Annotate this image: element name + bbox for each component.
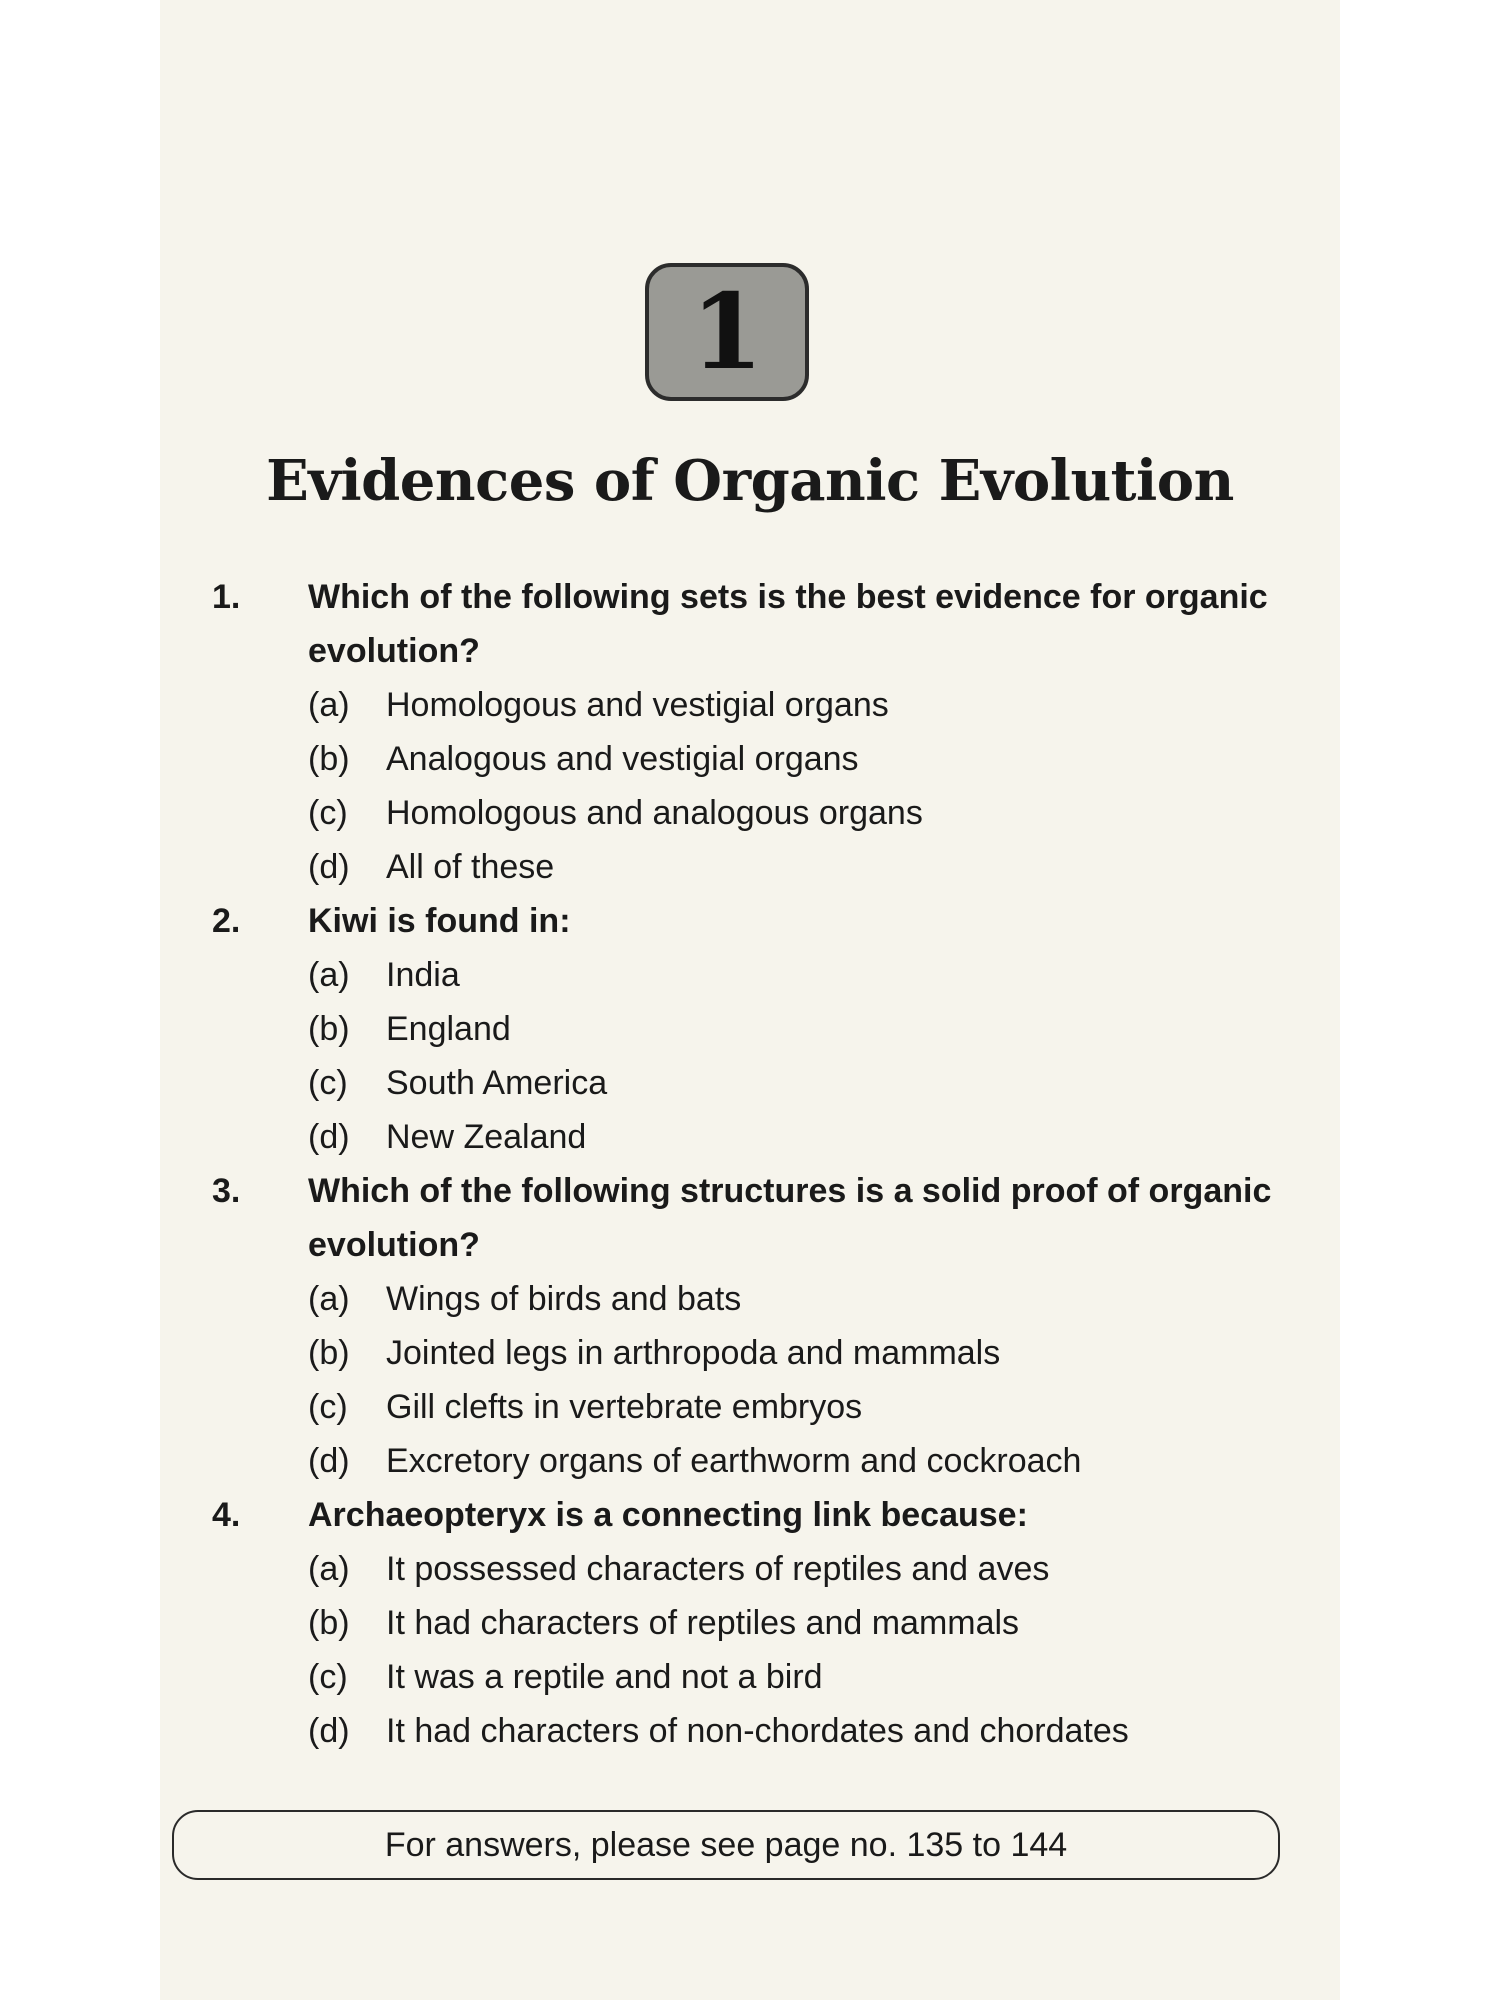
answers-reference-box xyxy=(172,1810,1280,1880)
option-letter: (b) xyxy=(308,1010,350,1048)
question-2 xyxy=(212,894,1312,1164)
option-b xyxy=(308,1596,1312,1650)
option-d xyxy=(308,1704,1312,1758)
option-a xyxy=(308,678,1312,732)
option-letter: (c) xyxy=(308,794,348,832)
option-a xyxy=(308,1272,1312,1326)
chapter-number-badge xyxy=(645,263,809,401)
option-d xyxy=(308,1110,1312,1164)
option-text: Excretory organs of earthworm and cockroach xyxy=(386,1442,1082,1480)
question-number: 4. xyxy=(212,1496,241,1534)
option-letter: (a) xyxy=(308,1280,350,1318)
option-list xyxy=(308,678,1312,894)
option-letter: (b) xyxy=(308,1334,350,1372)
option-letter: (a) xyxy=(308,686,350,724)
option-text: Jointed legs in arthropoda and mammals xyxy=(386,1334,1001,1372)
option-text: Wings of birds and bats xyxy=(386,1280,742,1318)
option-letter: (c) xyxy=(308,1658,348,1696)
option-letter: (a) xyxy=(308,1550,350,1588)
option-letter: (d) xyxy=(308,1442,350,1480)
option-b xyxy=(308,1326,1312,1380)
option-letter: (d) xyxy=(308,1712,350,1750)
answers-note: For answers, please see page no. 135 to 144 xyxy=(384,1825,1068,1864)
option-letter: (c) xyxy=(308,1388,348,1426)
option-c xyxy=(308,1056,1312,1110)
option-letter: (d) xyxy=(308,848,350,886)
option-a xyxy=(308,948,1312,1002)
option-b xyxy=(308,732,1312,786)
option-d xyxy=(308,840,1312,894)
question-list xyxy=(212,570,1312,1758)
chapter-title: Evidences of Organic Evolution xyxy=(266,448,1234,514)
option-a xyxy=(308,1542,1312,1596)
option-letter: (a) xyxy=(308,956,350,994)
option-text: Homologous and vestigial organs xyxy=(386,686,889,724)
chapter-number: 1 xyxy=(690,270,764,393)
question-number: 1. xyxy=(212,578,241,616)
option-letter: (b) xyxy=(308,740,350,778)
option-c xyxy=(308,786,1312,840)
option-list xyxy=(308,948,1312,1164)
option-letter: (d) xyxy=(308,1118,350,1156)
option-d xyxy=(308,1434,1312,1488)
option-text: It had characters of reptiles and mammals xyxy=(386,1604,1020,1642)
option-c xyxy=(308,1380,1312,1434)
option-text: It was a reptile and not a bird xyxy=(386,1658,823,1696)
option-text: South America xyxy=(386,1064,608,1102)
question-number: 3. xyxy=(212,1172,241,1210)
option-text: England xyxy=(386,1010,511,1048)
option-text: India xyxy=(386,956,460,994)
option-b xyxy=(308,1002,1312,1056)
question-text: Kiwi is found in: xyxy=(308,902,571,940)
question-3 xyxy=(212,1164,1312,1488)
question-1 xyxy=(212,570,1312,894)
option-letter: (b) xyxy=(308,1604,350,1642)
question-text: Which of the following structures is a solid proof of organic evolution? xyxy=(308,1172,1272,1264)
question-text: Which of the following sets is the best evidence for organic evolution? xyxy=(308,578,1268,670)
option-text: It possessed characters of reptiles and aves xyxy=(386,1550,1050,1588)
question-number: 2. xyxy=(212,902,241,940)
option-list xyxy=(308,1542,1312,1758)
question-text: Archaeopteryx is a connecting link because: xyxy=(308,1496,1028,1534)
question-4 xyxy=(212,1488,1312,1758)
option-text: All of these xyxy=(386,848,555,886)
option-text: It had characters of non-chordates and chordates xyxy=(386,1712,1129,1750)
option-text: Gill clefts in vertebrate embryos xyxy=(386,1388,863,1426)
option-text: Homologous and analogous organs xyxy=(386,794,923,832)
option-text: Analogous and vestigial organs xyxy=(386,740,859,778)
option-c xyxy=(308,1650,1312,1704)
option-text: New Zealand xyxy=(386,1118,587,1156)
option-list xyxy=(308,1272,1312,1488)
option-letter: (c) xyxy=(308,1064,348,1102)
